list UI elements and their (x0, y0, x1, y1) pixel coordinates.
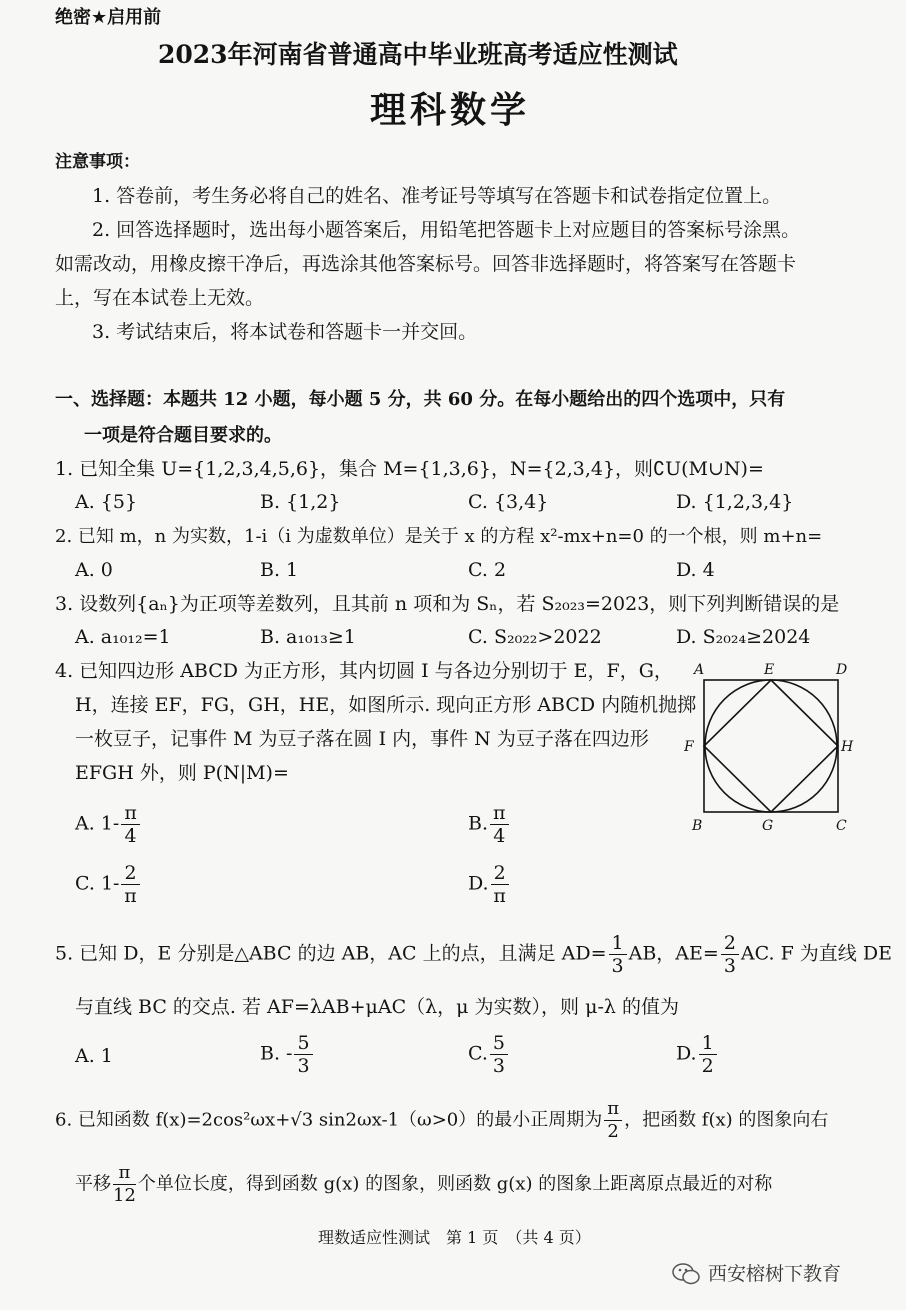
q4-option-c-numerator: 2 (121, 862, 139, 885)
q5-fraction-2-3-denominator: 3 (723, 955, 736, 977)
q4-option-a (75, 802, 142, 847)
figure-label-d: D (836, 662, 848, 678)
q4-geometry-figure (684, 658, 860, 838)
notes-heading: 注意事项： (55, 152, 140, 172)
q5-option-c (468, 1032, 510, 1077)
q5-fraction-2-3 (721, 932, 739, 977)
figure-label-h: H (841, 739, 854, 755)
incircle-i (705, 680, 837, 812)
section-heading-line-2: 一项是符合题目要求的。 (84, 425, 282, 446)
q4-option-c-label: C. 1- (75, 872, 120, 895)
q4-line-1: 4. 已知四边形 ABCD 为正方形，其内切圆 I 与各边分别切于 E，F，G， (55, 660, 673, 682)
q2-option-c: C. 2 (468, 559, 507, 581)
q2-option-d: D. 4 (676, 559, 715, 581)
q4-option-d-denominator: π (493, 885, 506, 907)
q5-line-1 (55, 932, 892, 977)
q4-option-c-denominator: π (124, 885, 137, 907)
q4-option-d-numerator: 2 (491, 862, 509, 885)
q6-line-1 (55, 1098, 828, 1143)
q3-option-a: A. a₁₀₁₂=1 (75, 626, 171, 648)
q4-option-a-label: A. 1- (75, 812, 120, 835)
figure-label-g: G (762, 818, 774, 834)
q2-option-b: B. 1 (260, 559, 299, 581)
q4-option-b-denominator: 4 (493, 825, 506, 847)
q5-option-a: A. 1 (75, 1045, 113, 1067)
q5-option-c-fraction (490, 1032, 508, 1077)
q5-option-c-denominator: 3 (492, 1055, 505, 1077)
q5-option-d-label: D. (676, 1042, 697, 1065)
q6-line-2-part-a: 平移 (75, 1173, 111, 1195)
q3-stem: 3. 设数列{aₙ}为正项等差数列，且其前 n 项和为 Sₙ，若 S₂₀₂₃=2023，则下列判断错误的是 (55, 593, 840, 615)
q5-fraction-1-3 (609, 932, 627, 977)
watermark (672, 1258, 892, 1292)
q4-line-4: EFGH 外，则 P(N|M)= (75, 762, 289, 784)
q4-option-c-fraction (121, 862, 139, 907)
q5-option-b-denominator: 3 (297, 1055, 310, 1077)
note-item-2-line-3: 上，写在本试卷上无效。 (55, 287, 265, 309)
q4-option-d-label: D. (468, 872, 489, 895)
watermark-text: 西安榕树下教育 (708, 1263, 842, 1285)
q4-option-a-denominator: 4 (124, 825, 137, 847)
q5-option-c-label: C. (468, 1042, 488, 1065)
q5-option-d (676, 1032, 719, 1077)
q5-line-1-part-a: 5. 已知 D，E 分别是△ABC 的边 AB，AC 上的点，且满足 AD= (55, 942, 607, 965)
q5-option-d-numerator: 1 (699, 1032, 717, 1055)
q1-option-d: D. {1,2,3,4} (676, 491, 794, 513)
q5-option-c-numerator: 5 (490, 1032, 508, 1055)
q5-line-1-part-c: AC. F 为直线 DE (740, 942, 892, 965)
wechat-icon (672, 1261, 702, 1287)
note-item-1: 1. 答卷前，考生务必将自己的姓名、准考证号等填写在答题卡和试卷指定位置上。 (92, 185, 782, 207)
q4-line-3: 一枚豆子，记事件 M 为豆子落在圆 I 内，事件 N 为豆子落在四边形 (75, 728, 649, 750)
q5-option-d-fraction (699, 1032, 717, 1077)
q5-fraction-1-3-numerator: 1 (609, 932, 627, 955)
q6-fraction-pi-2 (604, 1098, 622, 1143)
section-heading-line-1: 一、选择题：本题共 12 小题，每小题 5 分，共 60 分。在每小题给出的四个选项中，只有 (55, 389, 786, 410)
q6-line-2-part-b: 个单位长度，得到函数 g(x) 的图象，则函数 g(x) 的图象上距离原点最近的对称 (137, 1173, 773, 1195)
q5-option-d-denominator: 2 (701, 1055, 714, 1077)
q4-option-a-numerator: π (121, 802, 140, 825)
q3-option-d: D. S₂₀₂₄≥2024 (676, 626, 811, 648)
q6-line-1-part-b: ，把函数 f(x) 的图象向右 (624, 1109, 829, 1131)
q2-option-a: A. 0 (75, 559, 113, 581)
q4-option-d (468, 862, 511, 907)
q4-option-b-fraction (490, 802, 509, 847)
q1-option-a: A. {5} (75, 491, 138, 513)
q4-option-d-fraction (491, 862, 509, 907)
q4-option-b (468, 802, 511, 847)
q4-option-b-label: B. (468, 812, 489, 835)
note-item-3: 3. 考试结束后，将本试卷和答题卡一并交回。 (92, 321, 478, 343)
q5-option-b-label: B. - (260, 1042, 293, 1065)
q5-option-b (260, 1032, 315, 1077)
q5-fraction-2-3-numerator: 2 (721, 932, 739, 955)
q5-line-1-part-b: AB，AE= (628, 942, 719, 965)
q4-option-b-numerator: π (490, 802, 509, 825)
note-item-2-line-1: 2. 回答选择题时，选出每小题答案后，用铅笔把答题卡上对应题目的答案标号涂黑。 (92, 219, 801, 241)
q4-option-a-fraction (121, 802, 140, 847)
q4-option-c (75, 862, 142, 907)
q6-fraction-pi-12 (113, 1162, 136, 1207)
q2-stem: 2. 已知 m，n 为实数，1-i（i 为虚数单位）是关于 x 的方程 x²-mx+n=0 的一个根，则 m+n= (55, 526, 823, 547)
q5-fraction-1-3-denominator: 3 (611, 955, 624, 977)
subject-title: 理科数学 (370, 89, 531, 131)
figure-label-f: F (684, 739, 694, 755)
figure-label-b: B (692, 818, 703, 834)
q3-option-c: C. S₂₀₂₂>2022 (468, 626, 602, 648)
q1-stem: 1. 已知全集 U={1,2,3,4,5,6}，集合 M={1,3,6}，N={2,3,4}，则∁U(M∪N)= (55, 458, 764, 480)
q6-line-2 (75, 1162, 772, 1207)
q5-line-2: 与直线 BC 的交点. 若 AF=λAB+μAC（λ，μ 为实数），则 μ-λ 的值为 (75, 996, 679, 1018)
q5-option-b-numerator: 5 (294, 1032, 312, 1055)
q6-fraction-pi-12-numerator: π (113, 1162, 136, 1185)
page-footer: 理数适应性测试 第 1 页 （共 4 页） (318, 1228, 591, 1247)
figure-label-a: A (694, 662, 705, 678)
q6-fraction-pi-2-denominator: 2 (607, 1121, 619, 1142)
figure-label-c: C (836, 818, 847, 834)
note-item-2-line-2: 如需改动，用橡皮擦干净后，再选涂其他答案标号。回答非选择题时，将答案写在答题卡 (55, 253, 797, 275)
q6-fraction-pi-2-numerator: π (604, 1098, 622, 1121)
secret-label: 绝密★启用前 (55, 7, 162, 28)
figure-label-e: E (764, 662, 775, 678)
q6-line-1-part-a: 6. 已知函数 f(x)=2cos²ωx+√3 sin2ωx-1（ω>0）的最小正周期为 (55, 1109, 603, 1131)
q5-option-b-fraction (294, 1032, 312, 1077)
q6-fraction-pi-12-denominator: 12 (113, 1185, 136, 1206)
q4-line-2: H，连接 EF，FG，GH，HE，如图所示. 现向正方形 ABCD 内随机抛掷 (75, 694, 697, 716)
q1-option-c: C. {3,4} (468, 491, 549, 513)
q1-option-b: B. {1,2} (260, 491, 341, 513)
exam-title: 2023年河南省普通高中毕业班高考适应性测试 (158, 40, 678, 69)
q3-option-b: B. a₁₀₁₃≥1 (260, 626, 356, 648)
